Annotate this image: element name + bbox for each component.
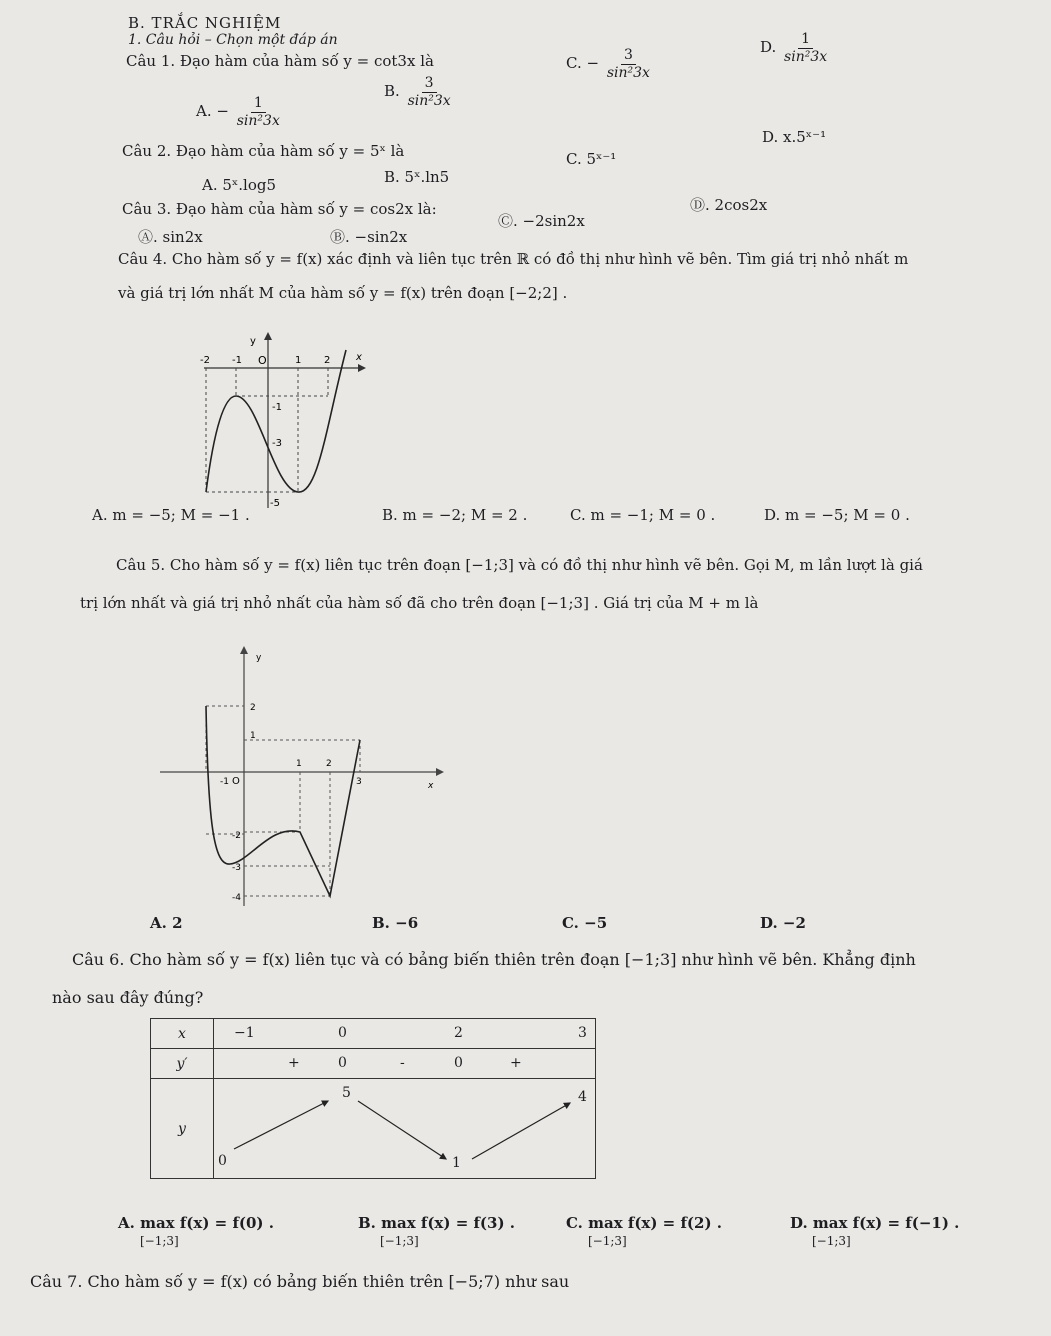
q4-x-label: x <box>356 352 362 363</box>
q6-option-b-sub: [−1;3] <box>380 1234 419 1248</box>
q6-yp-sign-2: 0 <box>338 1055 347 1071</box>
q1-option-d-letter: D. <box>760 38 777 57</box>
q4-origin: O <box>258 354 267 367</box>
q6-yp-sign-1: + <box>288 1055 300 1071</box>
section-heading: B. TRẮC NGHIỆM <box>128 14 282 32</box>
q4-xtick--1: -1 <box>232 355 242 366</box>
q6-option-a[interactable] <box>118 1214 274 1248</box>
q4-option-b[interactable]: B. m = −2; M = 2 . <box>382 506 528 524</box>
q4-y-label: y <box>250 336 256 347</box>
q6-option-b[interactable] <box>358 1214 516 1248</box>
q4-xtick-2: 2 <box>324 355 331 366</box>
q6-yp-sign-3: - <box>400 1055 405 1071</box>
q5-option-c[interactable]: C. −5 <box>562 914 608 932</box>
q5-ytick--3: -3 <box>232 863 241 873</box>
q6-option-a-text: A. max f(x) = f(0) . <box>118 1214 274 1232</box>
q5-xtick-3: 3 <box>356 777 362 787</box>
q5-stem-line1: Câu 5. Cho hàm số y = f(x) liên tục trên đoạn [−1;3] và có đồ thị như hình vẽ bên. Gọi M, m lần lượt là giá <box>116 556 923 574</box>
q1-option-c-sign: − <box>586 54 600 73</box>
q6-table-yp-label: y′ <box>151 1049 214 1079</box>
q2-option-d[interactable]: D. x.5ˣ⁻¹ <box>762 128 827 146</box>
q6-variation-table <box>150 1018 596 1179</box>
q5-xtick--1: -1 <box>220 777 229 787</box>
q6-option-c[interactable] <box>566 1214 723 1248</box>
q5-xtick-2: 2 <box>326 759 332 769</box>
q1-stem: Câu 1. Đạo hàm của hàm số y = cot3x là <box>126 52 434 70</box>
q6-x-val-2: 0 <box>338 1025 347 1041</box>
q6-table-x-label: x <box>151 1019 214 1049</box>
q5-option-a[interactable]: A. 2 <box>150 914 183 932</box>
q2-stem: Câu 2. Đạo hàm của hàm số y = 5ˣ là <box>122 142 405 160</box>
q1-option-b-den: sin²3x <box>407 92 451 109</box>
q4-stem-line2: và giá trị lớn nhất M của hàm số y = f(x) trên đoạn [−2;2] . <box>118 284 568 302</box>
q1-option-d-den: sin²3x <box>784 48 828 65</box>
q4-xtick--2: -2 <box>200 355 210 366</box>
q1-option-b-num: 3 <box>422 76 437 93</box>
q3-option-a[interactable]: Ⓐ. sin2x <box>138 228 203 246</box>
q5-ytick-1: 1 <box>250 731 256 741</box>
q6-stem-line2: nào sau đây đúng? <box>52 988 204 1007</box>
q1-option-c[interactable] <box>566 48 653 80</box>
q3-option-b[interactable]: Ⓑ. −sin2x <box>330 228 408 246</box>
q3-stem: Câu 3. Đạo hàm của hàm số y = cos2x là: <box>122 200 437 218</box>
q4-xtick-1: 1 <box>295 355 302 366</box>
q5-stem-line2: trị lớn nhất và giá trị nhỏ nhất của hàm số đã cho trên đoạn [−1;3] . Giá trị của M + m là <box>80 594 759 612</box>
q6-option-d[interactable] <box>790 1214 960 1248</box>
q1-option-c-den: sin²3x <box>606 64 650 81</box>
q3-option-c[interactable]: Ⓒ. −2sin2x <box>498 212 585 230</box>
q3-option-d[interactable]: Ⓓ. 2cos2x <box>690 196 768 214</box>
q6-y-val-2: 5 <box>342 1085 351 1101</box>
q5-graph <box>160 644 450 914</box>
q5-ytick--4: -4 <box>232 893 241 903</box>
q6-y-val-3: 1 <box>452 1155 461 1171</box>
q1-option-b-letter: B. <box>384 82 400 101</box>
q6-option-b-text: B. max f(x) = f(3) . <box>358 1214 516 1232</box>
q6-table-x-row <box>214 1019 596 1049</box>
q4-ytick--5: -5 <box>270 498 280 509</box>
q5-option-d[interactable]: D. −2 <box>760 914 806 932</box>
q4-stem-line1: Câu 4. Cho hàm số y = f(x) xác định và liên tục trên ℝ có đồ thị như hình vẽ bên. Tìm giá trị nhỏ nhất m <box>118 250 909 268</box>
q6-option-a-sub: [−1;3] <box>140 1234 179 1248</box>
q2-option-a[interactable]: A. 5ˣ.log5 <box>202 176 277 194</box>
q6-yp-sign-4: 0 <box>454 1055 463 1071</box>
q6-y-val-4: 4 <box>578 1089 587 1105</box>
q6-x-val-3: 2 <box>454 1025 463 1041</box>
q5-origin: O <box>232 776 240 787</box>
q1-option-c-letter: C. <box>566 54 582 73</box>
q5-option-b[interactable]: B. −6 <box>372 914 419 932</box>
q6-option-c-sub: [−1;3] <box>588 1234 627 1248</box>
q1-option-c-num: 3 <box>621 48 636 65</box>
q6-option-c-text: C. max f(x) = f(2) . <box>566 1214 723 1232</box>
q6-x-val-1: −1 <box>234 1025 255 1041</box>
section-subheading: 1. Câu hỏi – Chọn một đáp án <box>128 32 338 48</box>
q7-stem: Câu 7. Cho hàm số y = f(x) có bảng biến thiên trên [−5;7) như sau <box>30 1272 570 1291</box>
q4-ytick--1: -1 <box>272 402 282 413</box>
q5-y-label: y <box>256 653 262 663</box>
q4-option-d[interactable]: D. m = −5; M = 0 . <box>764 506 910 524</box>
q4-curve <box>206 350 346 492</box>
q6-option-d-sub: [−1;3] <box>812 1234 851 1248</box>
q5-ytick-2: 2 <box>250 703 256 713</box>
q5-xtick-1: 1 <box>296 759 302 769</box>
q1-option-a-letter: A. <box>196 102 212 121</box>
q4-option-a[interactable]: A. m = −5; M = −1 . <box>92 506 250 524</box>
q6-variation-arrows <box>214 1079 600 1179</box>
q6-option-d-text: D. max f(x) = f(−1) . <box>790 1214 960 1232</box>
q5-ytick--2: -2 <box>232 831 241 841</box>
q1-option-d[interactable] <box>760 32 830 64</box>
q6-y-val-1: 0 <box>218 1153 227 1169</box>
q6-table-y-row <box>214 1079 596 1179</box>
q5-curve <box>206 706 360 896</box>
q1-option-a-sign: − <box>216 102 229 121</box>
q4-graph <box>196 330 376 520</box>
q6-stem-line1: Câu 6. Cho hàm số y = f(x) liên tục và có bảng biến thiên trên đoạn [−1;3] như hình vẽ bên. Khẳng định <box>72 950 916 969</box>
q6-yp-sign-5: + <box>510 1055 522 1071</box>
q4-ytick--3: -3 <box>272 438 282 449</box>
q6-x-val-4: 3 <box>578 1025 587 1041</box>
q1-option-a-den: sin²3x <box>236 112 280 129</box>
q6-table-yp-row <box>214 1049 596 1079</box>
q6-table-y-label: y <box>151 1079 214 1179</box>
q1-option-a[interactable] <box>196 96 283 128</box>
q2-option-c[interactable]: C. 5ˣ⁻¹ <box>566 150 617 168</box>
q4-option-c[interactable]: C. m = −1; M = 0 . <box>570 506 716 524</box>
q1-option-a-num: 1 <box>251 96 266 113</box>
q1-option-b[interactable] <box>384 76 454 108</box>
q1-option-d-num: 1 <box>798 32 813 49</box>
q2-option-b[interactable]: B. 5ˣ.ln5 <box>384 168 450 186</box>
q5-x-label: x <box>428 781 434 791</box>
